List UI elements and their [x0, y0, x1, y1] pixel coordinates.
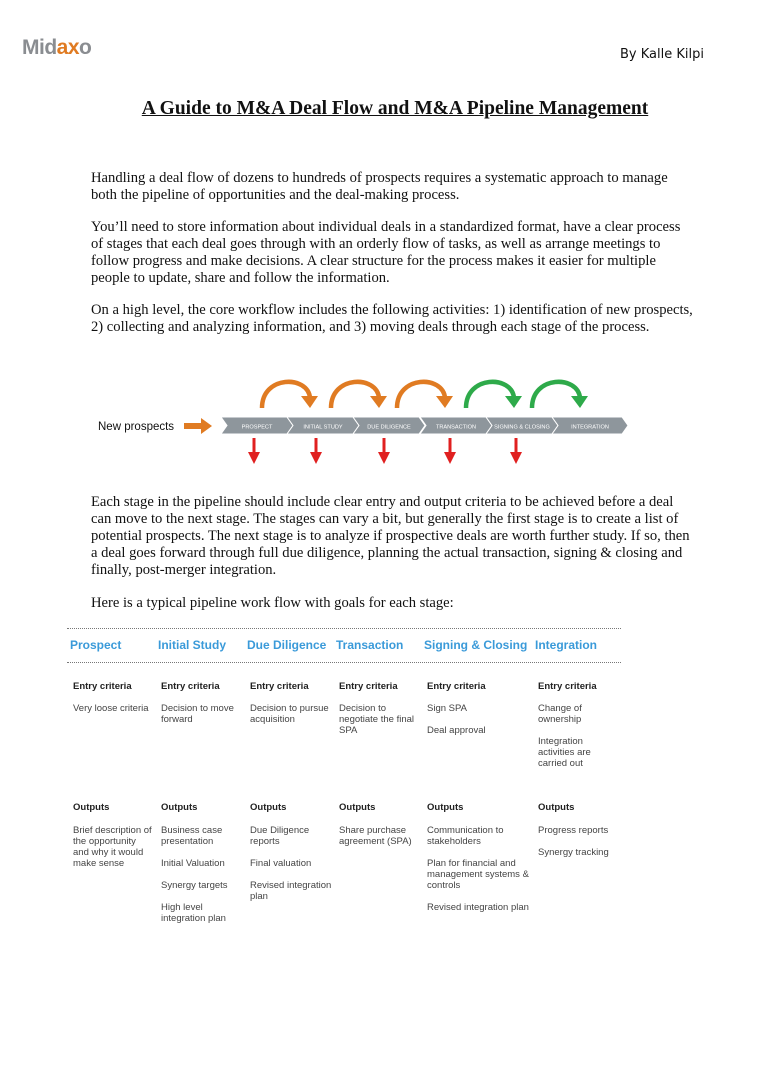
paragraph-line: potential prospects. The next stage is to analyze if prospective deals are worth further study. If so, then — [91, 528, 690, 544]
entry-criteria-item: Decision to pursue — [250, 703, 329, 714]
entry-criteria-item: Change of — [538, 703, 582, 714]
logo-part-a: Mid — [22, 36, 57, 59]
down-arrow-icon — [315, 438, 318, 453]
table-top-rule — [67, 628, 621, 629]
stage-label: PROSPECT — [241, 424, 273, 431]
down-arrow-icon — [383, 438, 386, 453]
table-header-rule — [67, 662, 621, 663]
down-arrowhead-icon — [248, 452, 260, 464]
entry-criteria-label: Entry criteria — [538, 681, 597, 692]
stage-column-header: Due Diligence — [247, 638, 327, 652]
outputs-label: Outputs — [339, 802, 376, 813]
output-item: Communication to — [427, 825, 504, 836]
paragraph-line: finally, post-merger integration. — [91, 562, 277, 578]
output-item: Synergy tracking — [538, 847, 609, 858]
entry-criteria-item: acquisition — [250, 714, 295, 725]
outputs-label: Outputs — [161, 802, 198, 813]
paragraph-line: follow progress and make decisions. A clear structure for the process makes it easier for multiple — [91, 253, 656, 269]
outputs-label: Outputs — [250, 802, 287, 813]
stage-label: TRANSACTION — [435, 424, 477, 431]
output-item: Plan for financial and — [427, 858, 516, 869]
arrowhead-icon — [505, 396, 522, 408]
down-arrowhead-icon — [444, 452, 456, 464]
output-item: management systems & — [427, 869, 529, 880]
down-arrowhead-icon — [378, 452, 390, 464]
output-item: Brief description of — [73, 825, 152, 836]
stage-label: INITIAL STUDY — [303, 424, 343, 431]
down-arrow-icon — [253, 438, 256, 453]
output-item: Final valuation — [250, 858, 312, 869]
output-item: Business case — [161, 825, 223, 836]
curved-arrow-icon — [532, 382, 580, 408]
entry-criteria-item: SPA — [339, 725, 358, 736]
outputs-label: Outputs — [73, 802, 110, 813]
logo-part-b: ax — [56, 36, 80, 59]
paragraph-line: Here is a typical pipeline work flow with goals for each stage: — [91, 595, 454, 611]
entry-criteria-label: Entry criteria — [161, 681, 220, 692]
entry-criteria-label: Entry criteria — [339, 681, 398, 692]
stage-column-header: Prospect — [70, 638, 122, 652]
stage-label: DUE DILIGENCE — [367, 424, 411, 431]
arrowhead-icon — [436, 396, 453, 408]
stage-label: SIGNING & CLOSING — [494, 424, 550, 431]
entry-criteria-item: activities are — [538, 747, 591, 758]
entry-criteria-item: forward — [161, 714, 193, 725]
stage-column-header: Integration — [535, 638, 597, 652]
input-arrow-icon — [184, 418, 212, 434]
entry-criteria-label: Entry criteria — [427, 681, 486, 692]
stage-column-header: Initial Study — [158, 638, 227, 652]
paragraph-line: a deal goes forward through full due diligence, planning the actual transaction, signing & closing and — [91, 545, 683, 561]
entry-criteria-item: Deal approval — [427, 725, 486, 736]
paragraph-line: 2) collecting and analyzing information, and 3) moving deals through each stage of the process. — [91, 319, 650, 335]
outputs-label: Outputs — [538, 802, 575, 813]
paragraph-line: can move to the next stage. The stages can vary a bit, but generally the first stage is to create a list of — [91, 511, 679, 527]
new-prospects-label: New prospects — [98, 421, 175, 433]
paragraph-line: both the pipeline of opportunities and the deal-making process. — [91, 187, 460, 203]
entry-criteria-item: Decision to move — [161, 703, 234, 714]
output-item: the opportunity — [73, 836, 136, 847]
paragraph-line: Each stage in the pipeline should include clear entry and output criteria to be achieved before a deal — [91, 494, 674, 510]
author-byline: By Kalle Kilpi — [620, 47, 704, 62]
paragraph-line: of stages that each deal goes through with an orderly flow of tasks, as well as arrange meetings to — [91, 236, 661, 252]
down-arrow-icon — [515, 438, 518, 453]
curved-arrow-icon — [331, 382, 379, 408]
outputs-label: Outputs — [427, 802, 464, 813]
output-item: plan — [250, 891, 268, 902]
stage-transition-arrows — [262, 382, 588, 408]
output-item: controls — [427, 880, 461, 891]
page-title: A Guide to M&A Deal Flow and M&A Pipeline Management — [141, 98, 649, 119]
stage-column-header: Transaction — [336, 638, 404, 652]
paragraph-line: Handling a deal flow of dozens to hundreds of prospects requires a systematic approach to manage — [91, 170, 668, 186]
entry-criteria-label: Entry criteria — [73, 681, 132, 692]
output-item: stakeholders — [427, 836, 481, 847]
output-item: Due Diligence — [250, 825, 310, 836]
curved-arrow-icon — [262, 382, 310, 408]
output-item: Share purchase — [339, 825, 407, 836]
stage-bar — [221, 417, 628, 434]
entry-criteria-item: Very loose criteria — [73, 703, 149, 714]
curved-arrow-icon — [466, 382, 514, 408]
entry-criteria-item: carried out — [538, 758, 583, 769]
exit-arrows — [248, 438, 522, 464]
entry-criteria-item: Integration — [538, 736, 583, 747]
output-item: integration plan — [161, 913, 226, 924]
down-arrowhead-icon — [310, 452, 322, 464]
entry-criteria-item: Sign SPA — [427, 703, 467, 714]
output-item: Synergy targets — [161, 880, 228, 891]
output-item: Initial Valuation — [161, 858, 225, 869]
stage-column-header: Signing & Closing — [424, 638, 528, 652]
down-arrowhead-icon — [510, 452, 522, 464]
entry-criteria-item: Decision to — [339, 703, 386, 714]
output-item: Progress reports — [538, 825, 609, 836]
entry-criteria-item: ownership — [538, 714, 582, 725]
output-item: reports — [250, 836, 280, 847]
output-item: agreement (SPA) — [339, 836, 412, 847]
logo-part-c: o — [79, 36, 92, 59]
paragraph-line: You’ll need to store information about individual deals in a standardized format, have a clear process — [91, 219, 681, 235]
paragraph-line: people to update, share and follow the information. — [91, 270, 390, 286]
output-item: make sense — [73, 858, 125, 869]
paragraph-line: On a high level, the core workflow includes the following activities: 1) identification of new prospects, — [91, 302, 693, 318]
down-arrow-icon — [449, 438, 452, 453]
output-item: Revised integration plan — [427, 902, 529, 913]
entry-criteria-item: negotiate the final — [339, 714, 415, 725]
arrowhead-icon — [571, 396, 588, 408]
arrowhead-icon — [301, 396, 318, 408]
output-item: and why it would — [73, 847, 144, 858]
output-item: Revised integration — [250, 880, 332, 891]
entry-criteria-label: Entry criteria — [250, 681, 309, 692]
output-item: High level — [161, 902, 203, 913]
stage-label: INTEGRATION — [571, 424, 609, 431]
arrowhead-icon — [370, 396, 387, 408]
curved-arrow-icon — [397, 382, 445, 408]
output-item: presentation — [161, 836, 214, 847]
